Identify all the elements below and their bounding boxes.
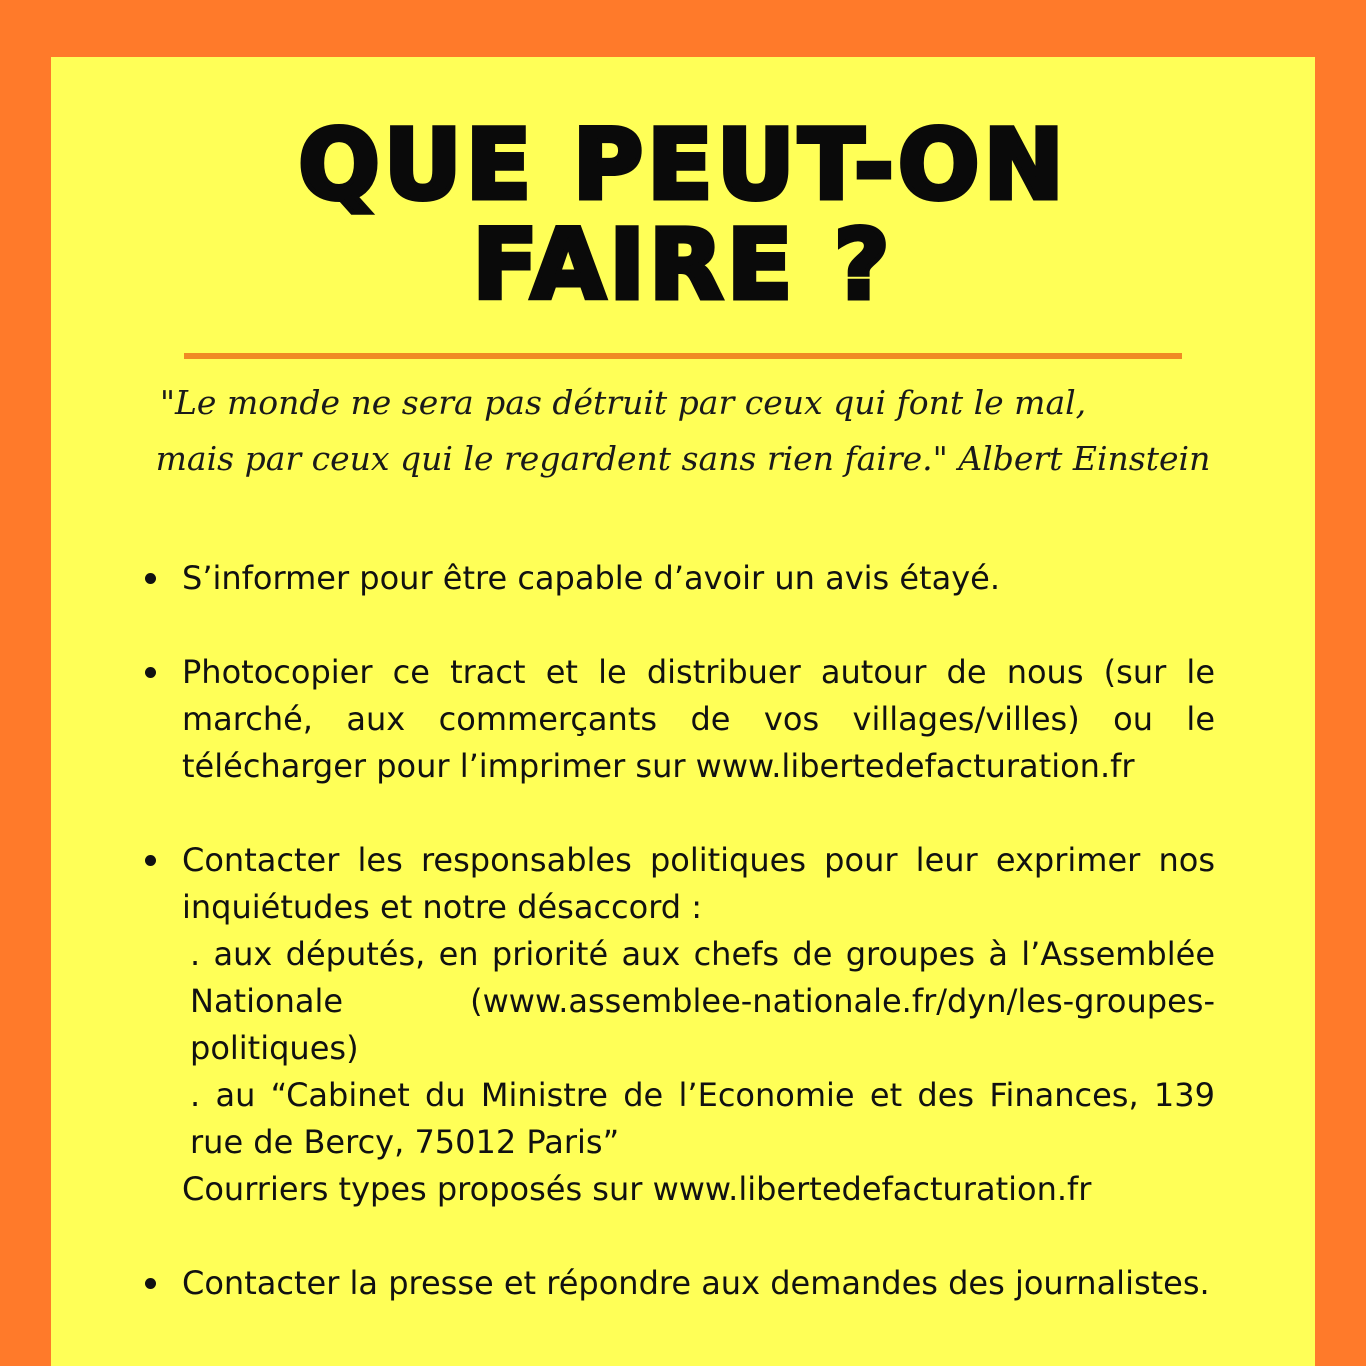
bullet-icon <box>145 855 156 866</box>
list-item <box>143 649 1215 790</box>
bullet-icon <box>145 573 156 584</box>
page-title <box>51 109 1315 321</box>
item-note: Courriers types proposés sur www.libertedefacturation.fr <box>182 1170 1092 1208</box>
list-item <box>143 555 1215 602</box>
item-text: Contacter la presse et répondre aux demandes des journalistes. <box>182 1264 1210 1302</box>
flyer-panel <box>51 57 1315 1366</box>
list-item <box>143 837 1215 1213</box>
bullet-icon <box>145 1278 156 1289</box>
bullet-icon <box>145 667 156 678</box>
divider <box>184 353 1182 359</box>
title-line-2: FAIRE ? <box>472 209 894 321</box>
item-sub-deputes: . aux députés, en priorité aux chefs de groupes à l’Assemblée Nationale (www.assemblee-nationale.fr/dyn/les-groupes-politiques) <box>190 935 1215 1067</box>
item-text: S’informer pour être capable d’avoir un avis étayé. <box>182 559 1000 597</box>
list-item <box>143 1260 1215 1307</box>
title-line-1: QUE PEUT-ON <box>298 109 1068 221</box>
item-intro: Contacter les responsables politiques pour leur exprimer nos inquiétudes et notre désaccord : <box>182 841 1215 926</box>
item-text: Photocopier ce tract et le distribuer autour de nous (sur le marché, aux commerçants de vos villages/villes) ou le télécharger pour l’imprimer sur www.libertedefacturation.fr <box>182 653 1215 785</box>
quote-line-2: mais par ceux qui le regardent sans rien faire." Albert Einstein <box>155 439 1211 478</box>
item-sub-ministre: . au “Cabinet du Ministre de l’Economie et des Finances, 139 rue de Bercy, 75012 Paris” <box>190 1076 1215 1161</box>
action-list <box>143 555 1215 1354</box>
einstein-quote <box>111 375 1255 487</box>
quote-line-1: "Le monde ne sera pas détruit par ceux qui font le mal, <box>159 383 1087 422</box>
